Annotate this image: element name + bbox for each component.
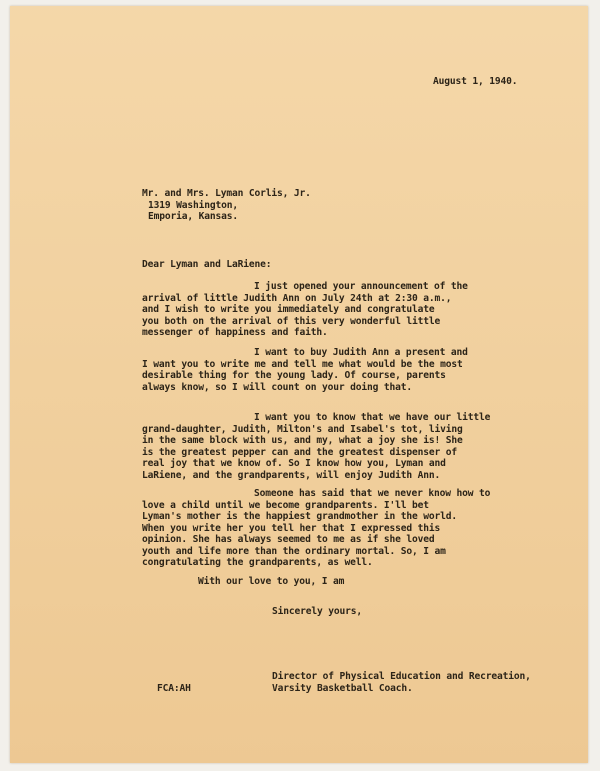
letter-page bbox=[10, 6, 588, 763]
signature-title bbox=[272, 671, 531, 694]
paragraph-line: you both on the arrival of this very wonderful little bbox=[142, 315, 441, 327]
paragraph-line: When you write her you tell her that I expressed this bbox=[142, 522, 441, 534]
paragraph-line: opinion. She has always seemed to me as if she loved bbox=[142, 534, 435, 545]
title-line: Varsity Basketball Coach. bbox=[272, 682, 413, 694]
paragraph-line: desirable thing for the young lady. Of course, parents bbox=[142, 370, 446, 381]
recipient-line: 1319 Washington, bbox=[148, 199, 239, 211]
paragraph-3 bbox=[142, 412, 490, 481]
paragraph-line: Lyman's mother is the happiest grandmother in the world. bbox=[142, 511, 458, 522]
recipient-line: Emporia, Kansas. bbox=[148, 211, 239, 222]
paragraph-line: I want you to know that we have our little bbox=[254, 412, 491, 423]
paragraph-line: in the same block with us, and my, what a joy she is! She bbox=[142, 435, 463, 446]
paragraph-line: congratulating the grandparents, as well. bbox=[142, 557, 373, 568]
paragraph-line: messenger of happiness and faith. bbox=[142, 327, 328, 338]
paragraph-line: LaRiene, and the grandparents, will enjoy Judith Ann. bbox=[142, 469, 441, 481]
paragraph-line: and I wish to write you immediately and congratulate bbox=[142, 304, 435, 315]
salutation: Dear Lyman and LaRiene: bbox=[142, 259, 272, 270]
paragraph-line: arrival of little Judith Ann on July 24th at 2:30 a.m., bbox=[142, 292, 452, 304]
paragraph-line: youth and life more than the ordinary mortal. So, I am bbox=[142, 545, 446, 557]
paragraph-line: I just opened your announcement of the bbox=[254, 281, 468, 292]
recipient-address bbox=[142, 188, 311, 223]
paragraph-line: is the greatest pepper can and the greatest dispenser of bbox=[142, 446, 458, 458]
paragraph-line: always know, so I will count on your doing that. bbox=[142, 381, 413, 393]
paragraph-line: grand-daughter, Judith, Milton's and Isabel's tot, living bbox=[142, 423, 463, 435]
title-line: Director of Physical Education and Recreation, bbox=[272, 671, 531, 682]
paragraph-line: Someone has said that we never know how to bbox=[254, 488, 491, 499]
paragraph-line: I want to buy Judith Ann a present and bbox=[254, 347, 468, 358]
closing-line: With our love to you, I am bbox=[198, 576, 345, 587]
paragraph-line: I want you to write me and tell me what would be the most bbox=[142, 358, 463, 370]
recipient-line: Mr. and Mrs. Lyman Corlis, Jr. bbox=[142, 188, 311, 199]
letter-date: August 1, 1940. bbox=[433, 76, 518, 87]
paragraph-4 bbox=[142, 488, 490, 569]
paragraph-line: real joy that we know of. So I know how you, Lyman and bbox=[142, 458, 446, 469]
paragraph-line: love a child until we become grandparents. I'll bet bbox=[142, 499, 429, 511]
paragraph-1 bbox=[142, 281, 468, 339]
typist-initials: FCA:AH bbox=[157, 683, 191, 694]
paragraph-2 bbox=[142, 347, 468, 393]
sign-off: Sincerely yours, bbox=[272, 606, 363, 617]
